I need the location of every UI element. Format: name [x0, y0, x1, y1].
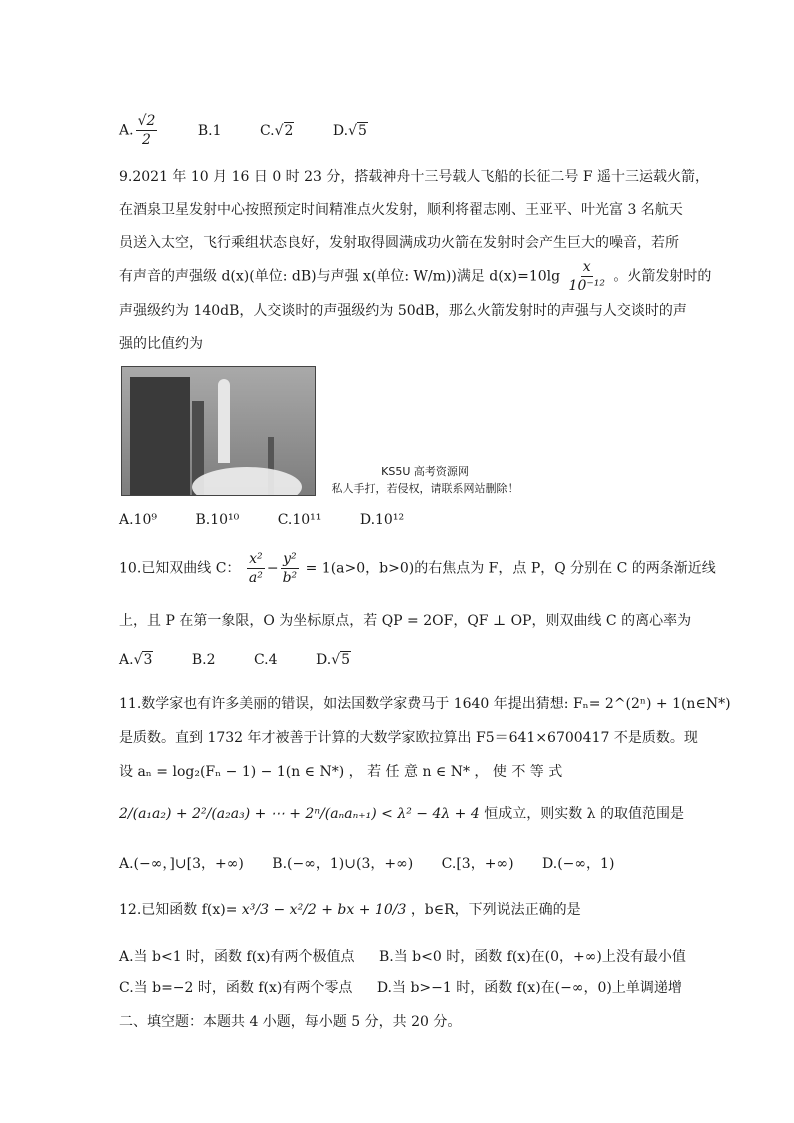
q10-option-b[interactable]: B.2 — [191, 652, 216, 668]
rocket — [218, 379, 230, 463]
q9-option-d[interactable]: D.10¹² — [359, 512, 405, 528]
q12-options-row-2 — [119, 977, 682, 997]
q11-line-2: 是质数。直到 1732 年才被善于计算的大数学家欧拉算出 F5＝641×6700417 不是质数。现 — [119, 730, 698, 746]
q9-options — [119, 512, 438, 528]
q9-line-5: 声强级约为 140dB，人交谈时的声强级约为 50dB，那么火箭发射时的声强与人交谈时的声 — [119, 303, 687, 319]
watermark-note: 私人手打，若侵权，请联系网站删除！ — [331, 482, 519, 495]
q8-option-a[interactable]: A. $\frac{√2}{2}$ — [119, 113, 156, 148]
q8-option-b[interactable]: B.1 — [197, 122, 222, 139]
q11-option-d[interactable]: D.(−∞，1) — [542, 856, 615, 872]
section-2-heading: 二、填空题：本题共 4 小题，每小题 5 分，共 20 分。 — [119, 1014, 462, 1030]
q11-option-a[interactable]: A.(−∞，]∪[3，+∞) — [119, 856, 244, 872]
q12-option-d[interactable]: D.当 b>−1 时，函数 f(x)在(−∞，0)上单调递增 — [376, 980, 682, 996]
q12-options-row-1 — [119, 946, 686, 966]
q9-option-a[interactable]: A.10⁹ — [119, 512, 157, 528]
q10-option-c[interactable]: C.4 — [253, 652, 278, 668]
q11-option-c[interactable]: C.[3，+∞) — [441, 856, 514, 872]
q12-line-1: 12.已知函数 f(x)= x³/3 − x²/2 + bx + 10/3 ，b∈R，下列说法正确的是 — [119, 902, 581, 918]
q10-line-1: 10.已知双曲线 C： $\frac{\text{x²}}{\text{a²}}$ − $\frac{\text{y²}}{\text{b²}}$ = 1(a>0，b>0)的右焦点为 F，点 P，Q 分别在 C 的两条渐近线 — [119, 551, 716, 586]
q9-option-c[interactable]: C.10¹¹ — [277, 512, 322, 528]
q11-line-3: 设 aₙ = log₂(Fₙ − 1) − 1(n ∈ N*) ， 若 任 意 n ∈ N* ， 使 不 等 式 — [119, 764, 563, 780]
q10-option-d[interactable]: D.√5 — [316, 652, 351, 668]
q9-line-6: 强的比值约为 — [119, 336, 203, 352]
launch-tower — [130, 377, 190, 495]
q9-line-3: 员送入太空，飞行乘组状态良好，发射取得圆满成功火箭在发射时会产生巨大的噪音，若所 — [119, 235, 679, 251]
launch-smoke — [192, 467, 302, 496]
q8-option-d[interactable]: D.√5 — [332, 122, 367, 139]
q9-line-4: 有声音的声强级 d(x)(单位: dB)与声强 x(单位: W/m))满足 d(x)=10lg $\frac{x}{\text{10⁻¹²}}$ 。火箭发射时的 — [119, 259, 712, 294]
q11-line-4: 2/(a₁a₂) + 2²/(a₂a₃) + ⋯ + 2ⁿ/(aₙaₙ₊₁) < λ² − 4λ + 4 恒成立，则实数 λ 的取值范围是 — [119, 806, 685, 822]
q12-option-a[interactable]: A.当 b<1 时，函数 f(x)有两个极值点 — [119, 949, 355, 965]
q10-option-a[interactable]: A.√3 — [119, 652, 153, 668]
q12-option-b[interactable]: B.当 b<0 时，函数 f(x)在(0，+∞)上没有最小值 — [378, 949, 686, 965]
q11-option-b[interactable]: B.(−∞，1)∪(3，+∞) — [272, 856, 414, 872]
watermark-title: KS5U 高考资源网 — [381, 465, 469, 478]
q11-line-1: 11.数学家也有许多美丽的错误，如法国数学家费马于 1640 年提出猜想: Fₙ= 2^(2ⁿ) + 1(n∈N*) — [119, 696, 731, 712]
q9-line-2: 在酒泉卫星发射中心按照预定时间精准点火发射，顺利将翟志刚、王亚平、叶光富 3 名航天 — [119, 202, 683, 218]
q8-option-c[interactable]: C.√2 — [259, 122, 294, 139]
q10-line-2: 上，且 P 在第一象限，O 为坐标原点，若 QP = 2OF，QF ⊥ OP，则双曲线 C 的离心率为 — [119, 613, 692, 629]
q9-option-b[interactable]: B.10¹⁰ — [195, 512, 240, 528]
q10-options — [119, 652, 385, 668]
q11-options — [119, 853, 614, 873]
q12-option-c[interactable]: C.当 b=−2 时，函数 f(x)有两个零点 — [119, 980, 353, 996]
rocket-launch-photo — [121, 366, 316, 496]
q9-line-1: 9.2021 年 10 月 16 日 0 时 23 分，搭载神舟十三号载人飞船的长征二号 F 遥十三运载火箭， — [119, 169, 710, 185]
q8-options — [119, 112, 402, 149]
